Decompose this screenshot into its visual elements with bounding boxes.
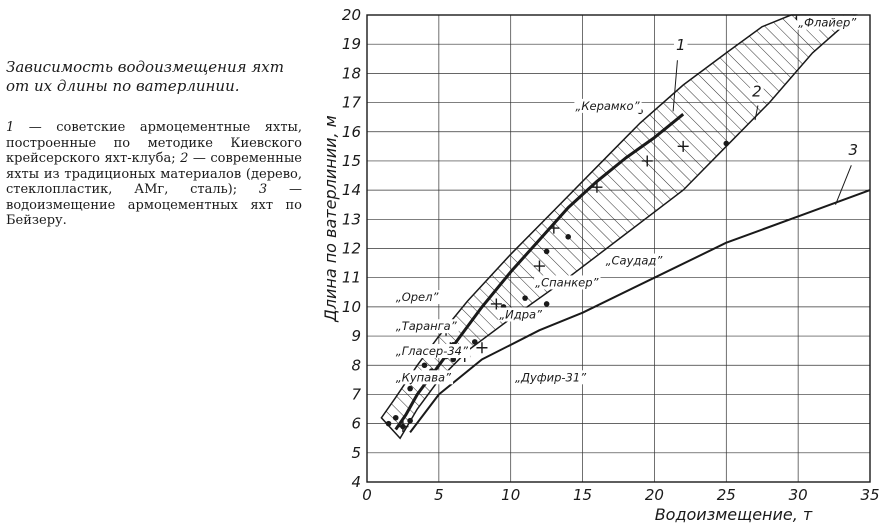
y-tick-label: 20 <box>341 6 361 24</box>
annotation-label: „Флайер” <box>798 15 857 30</box>
y-tick-label: 12 <box>341 239 361 258</box>
legend-3-number: 3 <box>258 182 268 197</box>
legend-3-text: — водоизмещение армоцементных яхт по Бейзеру. <box>6 182 302 228</box>
y-tick-label: 5 <box>351 443 361 462</box>
x-tick-label: 30 <box>788 486 808 504</box>
y-tick-label: 16 <box>341 122 361 141</box>
curve-number-label: 3 <box>848 141 858 160</box>
y-tick-label: 4 <box>351 473 361 491</box>
legend-2-text: — современные яхты из традиционых материалов (дерево, стеклопластик, АМг, сталь); <box>6 151 302 197</box>
data-point-dot <box>407 386 413 392</box>
x-tick-label: 10 <box>501 486 521 504</box>
data-point-dot <box>544 249 550 255</box>
y-tick-label: 15 <box>341 151 361 170</box>
y-tick-label: 14 <box>341 181 361 200</box>
x-tick-label: 5 <box>434 486 444 504</box>
data-point-dot <box>422 362 428 368</box>
annotation-label: „Саудад” <box>605 253 663 268</box>
annotation-label: „Орел” <box>395 290 439 305</box>
annotation-label: „Гласер-34” <box>395 344 468 359</box>
data-point-dot <box>522 295 528 301</box>
curve-number-label: 1 <box>675 36 686 55</box>
data-point-dot <box>544 301 550 307</box>
x-tick-label: 0 <box>362 486 372 504</box>
data-point-dot <box>723 141 729 147</box>
data-point-dot <box>472 339 478 345</box>
data-point-dot <box>393 415 399 421</box>
annotation-label: „Идра” <box>499 307 543 322</box>
x-axis-title: Водоизмещение, т <box>654 505 813 524</box>
y-tick-label: 8 <box>351 356 361 375</box>
y-tick-label: 13 <box>341 210 361 229</box>
x-tick-label: 15 <box>573 486 593 504</box>
y-axis-title: Длина по ватерлинии, м <box>321 115 340 322</box>
caption-title: Зависимость водоизмещения яхт от их длины по ватерлинии. <box>6 58 284 95</box>
legend-1-number: 1 <box>6 120 15 135</box>
x-tick-label: 35 <box>860 486 880 504</box>
data-point-cross <box>476 342 487 353</box>
data-point-dot <box>386 421 392 427</box>
curve-number-label: 2 <box>752 82 762 101</box>
y-tick-label: 18 <box>341 64 361 83</box>
data-point-dot <box>565 234 571 240</box>
annotation-label: „Дуфир-31” <box>515 370 587 385</box>
legend-2-number: 2 <box>180 151 189 166</box>
grid <box>367 15 870 482</box>
x-tick-label: 20 <box>644 486 664 504</box>
y-tick-label: 6 <box>351 414 361 433</box>
y-tick-label: 9 <box>351 327 361 346</box>
y-tick-label: 7 <box>351 385 361 404</box>
y-tick-label: 19 <box>341 35 361 54</box>
y-tick-label: 17 <box>341 93 361 112</box>
y-tick-label: 10 <box>341 297 361 316</box>
annotation-label: „Таранга” <box>395 319 457 334</box>
y-tick-label: 11 <box>341 268 361 287</box>
legend-1-text: — советские армоцементные яхты, построенные по методике Киевского крейсерского яхт-клуба; <box>6 120 302 166</box>
annotation-label: „Керамко” <box>575 98 640 113</box>
annotation-label: „Купава” <box>395 370 452 385</box>
data-point-dot <box>407 418 413 424</box>
x-tick-label: 25 <box>716 486 736 504</box>
annotation-label: „Спанкер” <box>535 275 599 290</box>
